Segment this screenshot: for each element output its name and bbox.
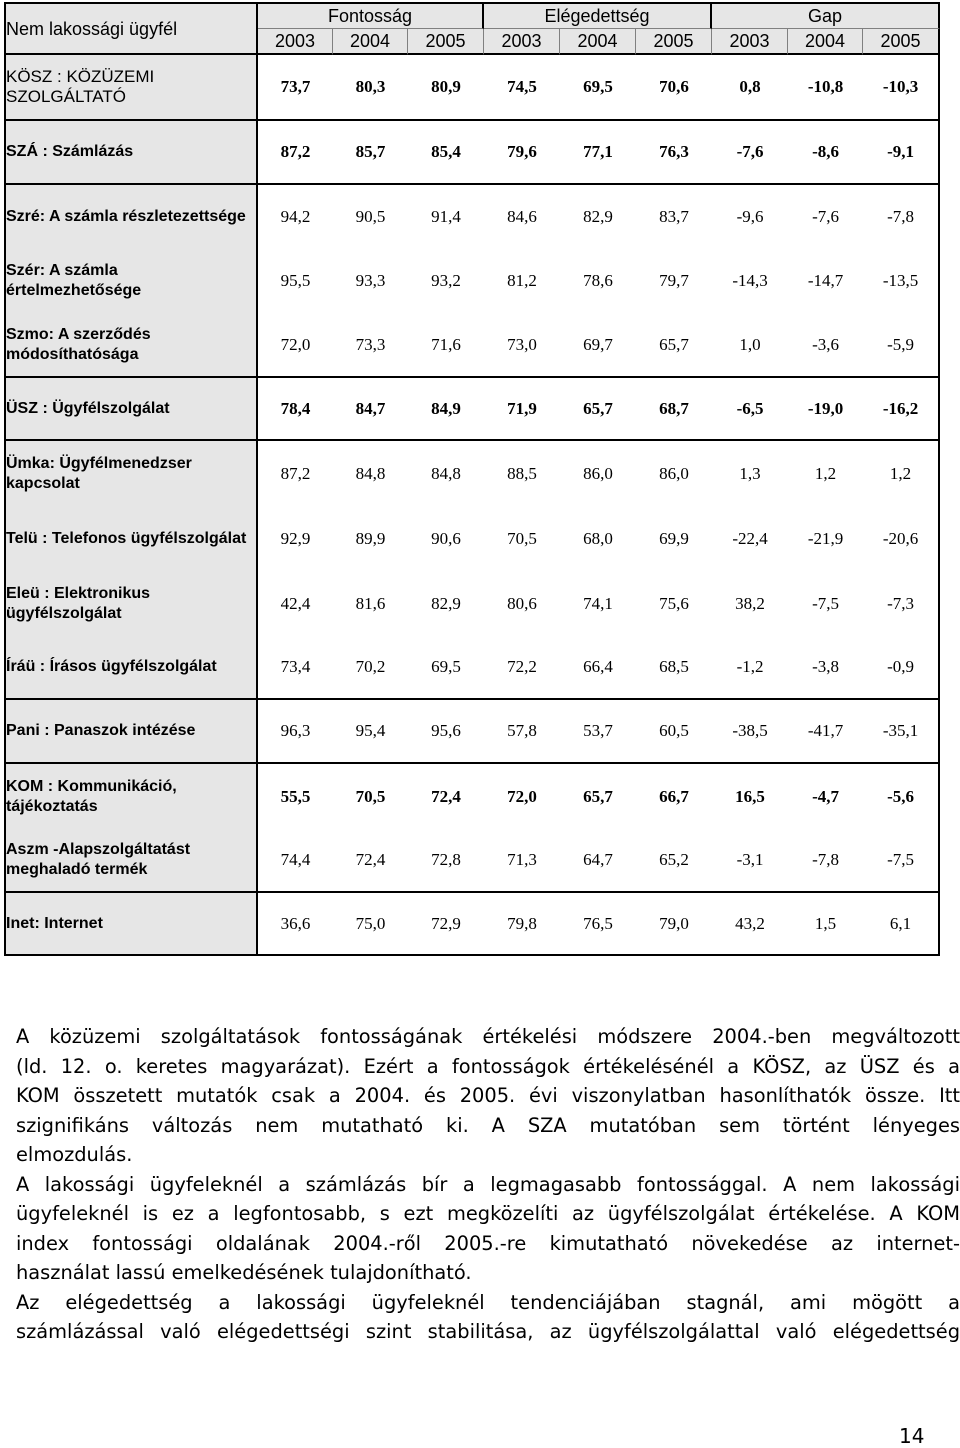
table-cell: 66,7 bbox=[636, 764, 712, 829]
table-cell: 77,1 bbox=[560, 121, 636, 185]
table-cell: -7,5 bbox=[863, 829, 940, 893]
paragraph bbox=[16, 1288, 960, 1347]
year-header: 2004 bbox=[788, 29, 863, 55]
year-header: 2003 bbox=[712, 29, 788, 55]
table-cell: 70,6 bbox=[636, 55, 712, 121]
table-row bbox=[6, 506, 940, 571]
table-cell: 65,2 bbox=[636, 829, 712, 893]
group-header-gap: Gap bbox=[712, 4, 940, 29]
table-cell: -9,6 bbox=[712, 185, 788, 249]
text-line: használat lassú emelkedésének tulajdonítható. bbox=[16, 1261, 472, 1284]
table-cell: 93,2 bbox=[408, 249, 484, 313]
table-cell: 72,0 bbox=[484, 764, 560, 829]
table-cell: 80,9 bbox=[408, 55, 484, 121]
row-label: Ümka: Ügyfélmenedzser kapcsolat bbox=[6, 441, 258, 506]
text-line: index fontossági oldalának 2004.-ről 2005.-re kimutatható növekedése az internet- bbox=[16, 1231, 960, 1255]
table-cell: 76,3 bbox=[636, 121, 712, 185]
table-cell: 74,4 bbox=[258, 829, 333, 893]
table-cell: 89,9 bbox=[333, 506, 408, 571]
page-number: 14 bbox=[899, 1424, 925, 1448]
year-header: 2004 bbox=[333, 29, 408, 55]
group-header-fontossag: Fontosság bbox=[258, 4, 484, 29]
table-cell: 71,3 bbox=[484, 829, 560, 893]
table-cell: 86,0 bbox=[560, 441, 636, 506]
table-cell: -13,5 bbox=[863, 249, 940, 313]
row-label: KOM : Kommunikáció, tájékoztatás bbox=[6, 764, 258, 829]
table-cell: 65,7 bbox=[636, 313, 712, 378]
table-cell: 55,5 bbox=[258, 764, 333, 829]
table-cell: 73,0 bbox=[484, 313, 560, 378]
table-cell: 75,0 bbox=[333, 893, 408, 956]
table-cell: 70,5 bbox=[333, 764, 408, 829]
table-cell: 36,6 bbox=[258, 893, 333, 956]
table-cell: 84,8 bbox=[408, 441, 484, 506]
table-row bbox=[6, 378, 940, 441]
table-row bbox=[6, 441, 940, 506]
table-cell: 72,9 bbox=[408, 893, 484, 956]
text-line: szignifikáns változás nem mutatható ki. A SZA mutatóban sem történt lényeges bbox=[16, 1113, 960, 1137]
table-cell: 72,0 bbox=[258, 313, 333, 378]
text-line: ügyfeleknél is ez a legfontosabb, s ezt megközelíti az ügyfélszolgálat értékelése. A KOM bbox=[16, 1202, 960, 1225]
corner-label: Nem lakossági ügyfél bbox=[6, 4, 258, 55]
table-cell: -3,8 bbox=[788, 636, 863, 700]
row-label: Szré: A számla részletezettsége bbox=[6, 185, 258, 249]
table-cell: -16,2 bbox=[863, 378, 940, 441]
table-cell: 1,0 bbox=[712, 313, 788, 378]
table-cell: 43,2 bbox=[712, 893, 788, 956]
table-cell: -3,6 bbox=[788, 313, 863, 378]
year-header: 2005 bbox=[636, 29, 712, 55]
table-cell: -35,1 bbox=[863, 700, 940, 764]
table-cell: 64,7 bbox=[560, 829, 636, 893]
row-label: Íráü : Írásos ügyfélszolgálat bbox=[6, 636, 258, 700]
year-header: 2003 bbox=[484, 29, 560, 55]
table-cell: -7,6 bbox=[712, 121, 788, 185]
table-cell: 1,3 bbox=[712, 441, 788, 506]
table-cell: 70,5 bbox=[484, 506, 560, 571]
table-cell: 80,3 bbox=[333, 55, 408, 121]
group-header-elegedettseg: Elégedettség bbox=[484, 4, 712, 29]
table-cell: 78,4 bbox=[258, 378, 333, 441]
table-row bbox=[6, 121, 940, 185]
year-header: 2005 bbox=[408, 29, 484, 55]
table-cell: 74,5 bbox=[484, 55, 560, 121]
year-header: 2004 bbox=[560, 29, 636, 55]
text-line: Az elégedettség a lakossági ügyfeleknél tendenciájában stagnál, ami mögött a bbox=[16, 1290, 960, 1314]
table-cell: -41,7 bbox=[788, 700, 863, 764]
table-cell: 68,0 bbox=[560, 506, 636, 571]
table-cell: -7,8 bbox=[863, 185, 940, 249]
table-cell: 73,3 bbox=[333, 313, 408, 378]
table-cell: 90,5 bbox=[333, 185, 408, 249]
table-cell: 53,7 bbox=[560, 700, 636, 764]
table-cell: 79,0 bbox=[636, 893, 712, 956]
table-cell: 83,7 bbox=[636, 185, 712, 249]
table-row bbox=[6, 185, 940, 249]
table-cell: 71,9 bbox=[484, 378, 560, 441]
table-cell: 95,4 bbox=[333, 700, 408, 764]
table-cell: 78,6 bbox=[560, 249, 636, 313]
paragraph bbox=[16, 1022, 960, 1170]
table-cell: 16,5 bbox=[712, 764, 788, 829]
row-label: Aszm -Alapszolgáltatást meghaladó termék bbox=[6, 829, 258, 893]
table-cell: -20,6 bbox=[863, 506, 940, 571]
body-text bbox=[16, 1022, 960, 1347]
table-cell: 57,8 bbox=[484, 700, 560, 764]
table-row bbox=[6, 636, 940, 700]
row-label: SZÁ : Számlázás bbox=[6, 121, 258, 185]
table-cell: 84,7 bbox=[333, 378, 408, 441]
table-cell: -7,6 bbox=[788, 185, 863, 249]
table-row bbox=[6, 571, 940, 636]
table-cell: 74,1 bbox=[560, 571, 636, 636]
table-cell: 71,6 bbox=[408, 313, 484, 378]
table-cell: 92,9 bbox=[258, 506, 333, 571]
table-cell: -4,7 bbox=[788, 764, 863, 829]
table-cell: 85,4 bbox=[408, 121, 484, 185]
table-cell: 69,5 bbox=[408, 636, 484, 700]
table-cell: 90,6 bbox=[408, 506, 484, 571]
table-cell: 1,5 bbox=[788, 893, 863, 956]
table-cell: 75,6 bbox=[636, 571, 712, 636]
table-row bbox=[6, 249, 940, 313]
table-cell: 65,7 bbox=[560, 378, 636, 441]
row-label: KÖSZ : KÖZÜZEMI SZOLGÁLTATÓ bbox=[6, 55, 258, 121]
table-cell: 79,6 bbox=[484, 121, 560, 185]
table-cell: 79,7 bbox=[636, 249, 712, 313]
table-cell: -22,4 bbox=[712, 506, 788, 571]
table-cell: 1,2 bbox=[788, 441, 863, 506]
table-cell: -5,6 bbox=[863, 764, 940, 829]
text-line: elmozdulás. bbox=[16, 1143, 133, 1166]
table-cell: 87,2 bbox=[258, 121, 333, 185]
table-cell: -14,3 bbox=[712, 249, 788, 313]
table-cell: 84,6 bbox=[484, 185, 560, 249]
table-cell: -38,5 bbox=[712, 700, 788, 764]
table-cell: -7,3 bbox=[863, 571, 940, 636]
table-cell: 6,1 bbox=[863, 893, 940, 956]
table-cell: 95,6 bbox=[408, 700, 484, 764]
table-cell: 86,0 bbox=[636, 441, 712, 506]
text-line: A közüzemi szolgáltatások fontosságának értékelési módszere 2004.-ben megváltozott bbox=[16, 1025, 960, 1048]
table-cell: 0,8 bbox=[712, 55, 788, 121]
year-header: 2003 bbox=[258, 29, 333, 55]
table-row bbox=[6, 829, 940, 893]
table-cell: -9,1 bbox=[863, 121, 940, 185]
table-cell: 69,7 bbox=[560, 313, 636, 378]
table-cell: 70,2 bbox=[333, 636, 408, 700]
text-line: számlázással való elégedettségi szint stabilitása, az ügyfélszolgálattal való elégedettség bbox=[16, 1320, 960, 1343]
table-row bbox=[6, 700, 940, 764]
table-cell: 88,5 bbox=[484, 441, 560, 506]
table-cell: 76,5 bbox=[560, 893, 636, 956]
text-line: (ld. 12. o. keretes magyarázat). Ezért a fontosságok értékelésénél a KÖSZ, az ÜSZ és a bbox=[16, 1054, 960, 1078]
table-cell: -6,5 bbox=[712, 378, 788, 441]
table-cell: -7,8 bbox=[788, 829, 863, 893]
row-label: Szmo: A szerződés módosíthatósága bbox=[6, 313, 258, 378]
table-cell: -7,5 bbox=[788, 571, 863, 636]
table-row bbox=[6, 893, 940, 956]
row-label: Pani : Panaszok intézése bbox=[6, 700, 258, 764]
text-line: A lakossági ügyfeleknél a számlázás bír a legmagasabb fontossággal. A nem lakossági bbox=[16, 1172, 960, 1196]
table-cell: 91,4 bbox=[408, 185, 484, 249]
table-row bbox=[6, 313, 940, 378]
table-cell: 82,9 bbox=[560, 185, 636, 249]
table-cell: 60,5 bbox=[636, 700, 712, 764]
table-cell: -10,3 bbox=[863, 55, 940, 121]
survey-table bbox=[4, 2, 940, 956]
table-cell: -10,8 bbox=[788, 55, 863, 121]
row-label: Eleü : Elektronikus ügyfélszolgálat bbox=[6, 571, 258, 636]
table-cell: 68,7 bbox=[636, 378, 712, 441]
table-cell: 73,4 bbox=[258, 636, 333, 700]
table-cell: 84,9 bbox=[408, 378, 484, 441]
table-cell: 65,7 bbox=[560, 764, 636, 829]
table-cell: -5,9 bbox=[863, 313, 940, 378]
table-cell: -19,0 bbox=[788, 378, 863, 441]
table-cell: 72,8 bbox=[408, 829, 484, 893]
table-cell: 81,6 bbox=[333, 571, 408, 636]
table-cell: 95,5 bbox=[258, 249, 333, 313]
table-cell: 1,2 bbox=[863, 441, 940, 506]
table-cell: 38,2 bbox=[712, 571, 788, 636]
row-label: ÜSZ : Ügyfélszolgálat bbox=[6, 378, 258, 441]
table-cell: -14,7 bbox=[788, 249, 863, 313]
table-cell: 87,2 bbox=[258, 441, 333, 506]
year-header: 2005 bbox=[863, 29, 940, 55]
table-cell: 85,7 bbox=[333, 121, 408, 185]
table-cell: -3,1 bbox=[712, 829, 788, 893]
table-cell: 68,5 bbox=[636, 636, 712, 700]
table-cell: 81,2 bbox=[484, 249, 560, 313]
table-cell: 72,4 bbox=[333, 829, 408, 893]
row-label: Szér: A számla értelmezhetősége bbox=[6, 249, 258, 313]
table-cell: 66,4 bbox=[560, 636, 636, 700]
table-cell: -0,9 bbox=[863, 636, 940, 700]
table-row bbox=[6, 55, 940, 121]
table-cell: 84,8 bbox=[333, 441, 408, 506]
row-label: Inet: Internet bbox=[6, 893, 258, 956]
table-cell: 69,5 bbox=[560, 55, 636, 121]
table-cell: 73,7 bbox=[258, 55, 333, 121]
table-cell: -1,2 bbox=[712, 636, 788, 700]
table-cell: -21,9 bbox=[788, 506, 863, 571]
table-cell: 72,2 bbox=[484, 636, 560, 700]
table-row bbox=[6, 764, 940, 829]
table-cell: 42,4 bbox=[258, 571, 333, 636]
table-cell: 79,8 bbox=[484, 893, 560, 956]
table-cell: -8,6 bbox=[788, 121, 863, 185]
table-cell: 80,6 bbox=[484, 571, 560, 636]
paragraph bbox=[16, 1170, 960, 1288]
table-cell: 72,4 bbox=[408, 764, 484, 829]
table-cell: 94,2 bbox=[258, 185, 333, 249]
table-cell: 69,9 bbox=[636, 506, 712, 571]
text-line: KOM összetett mutatók csak a 2004. és 2005. évi viszonylatban hasonlíthatók össze. Itt bbox=[16, 1084, 960, 1107]
row-label: Telü : Telefonos ügyfélszolgálat bbox=[6, 506, 258, 571]
table-cell: 82,9 bbox=[408, 571, 484, 636]
table-cell: 96,3 bbox=[258, 700, 333, 764]
table-cell: 93,3 bbox=[333, 249, 408, 313]
